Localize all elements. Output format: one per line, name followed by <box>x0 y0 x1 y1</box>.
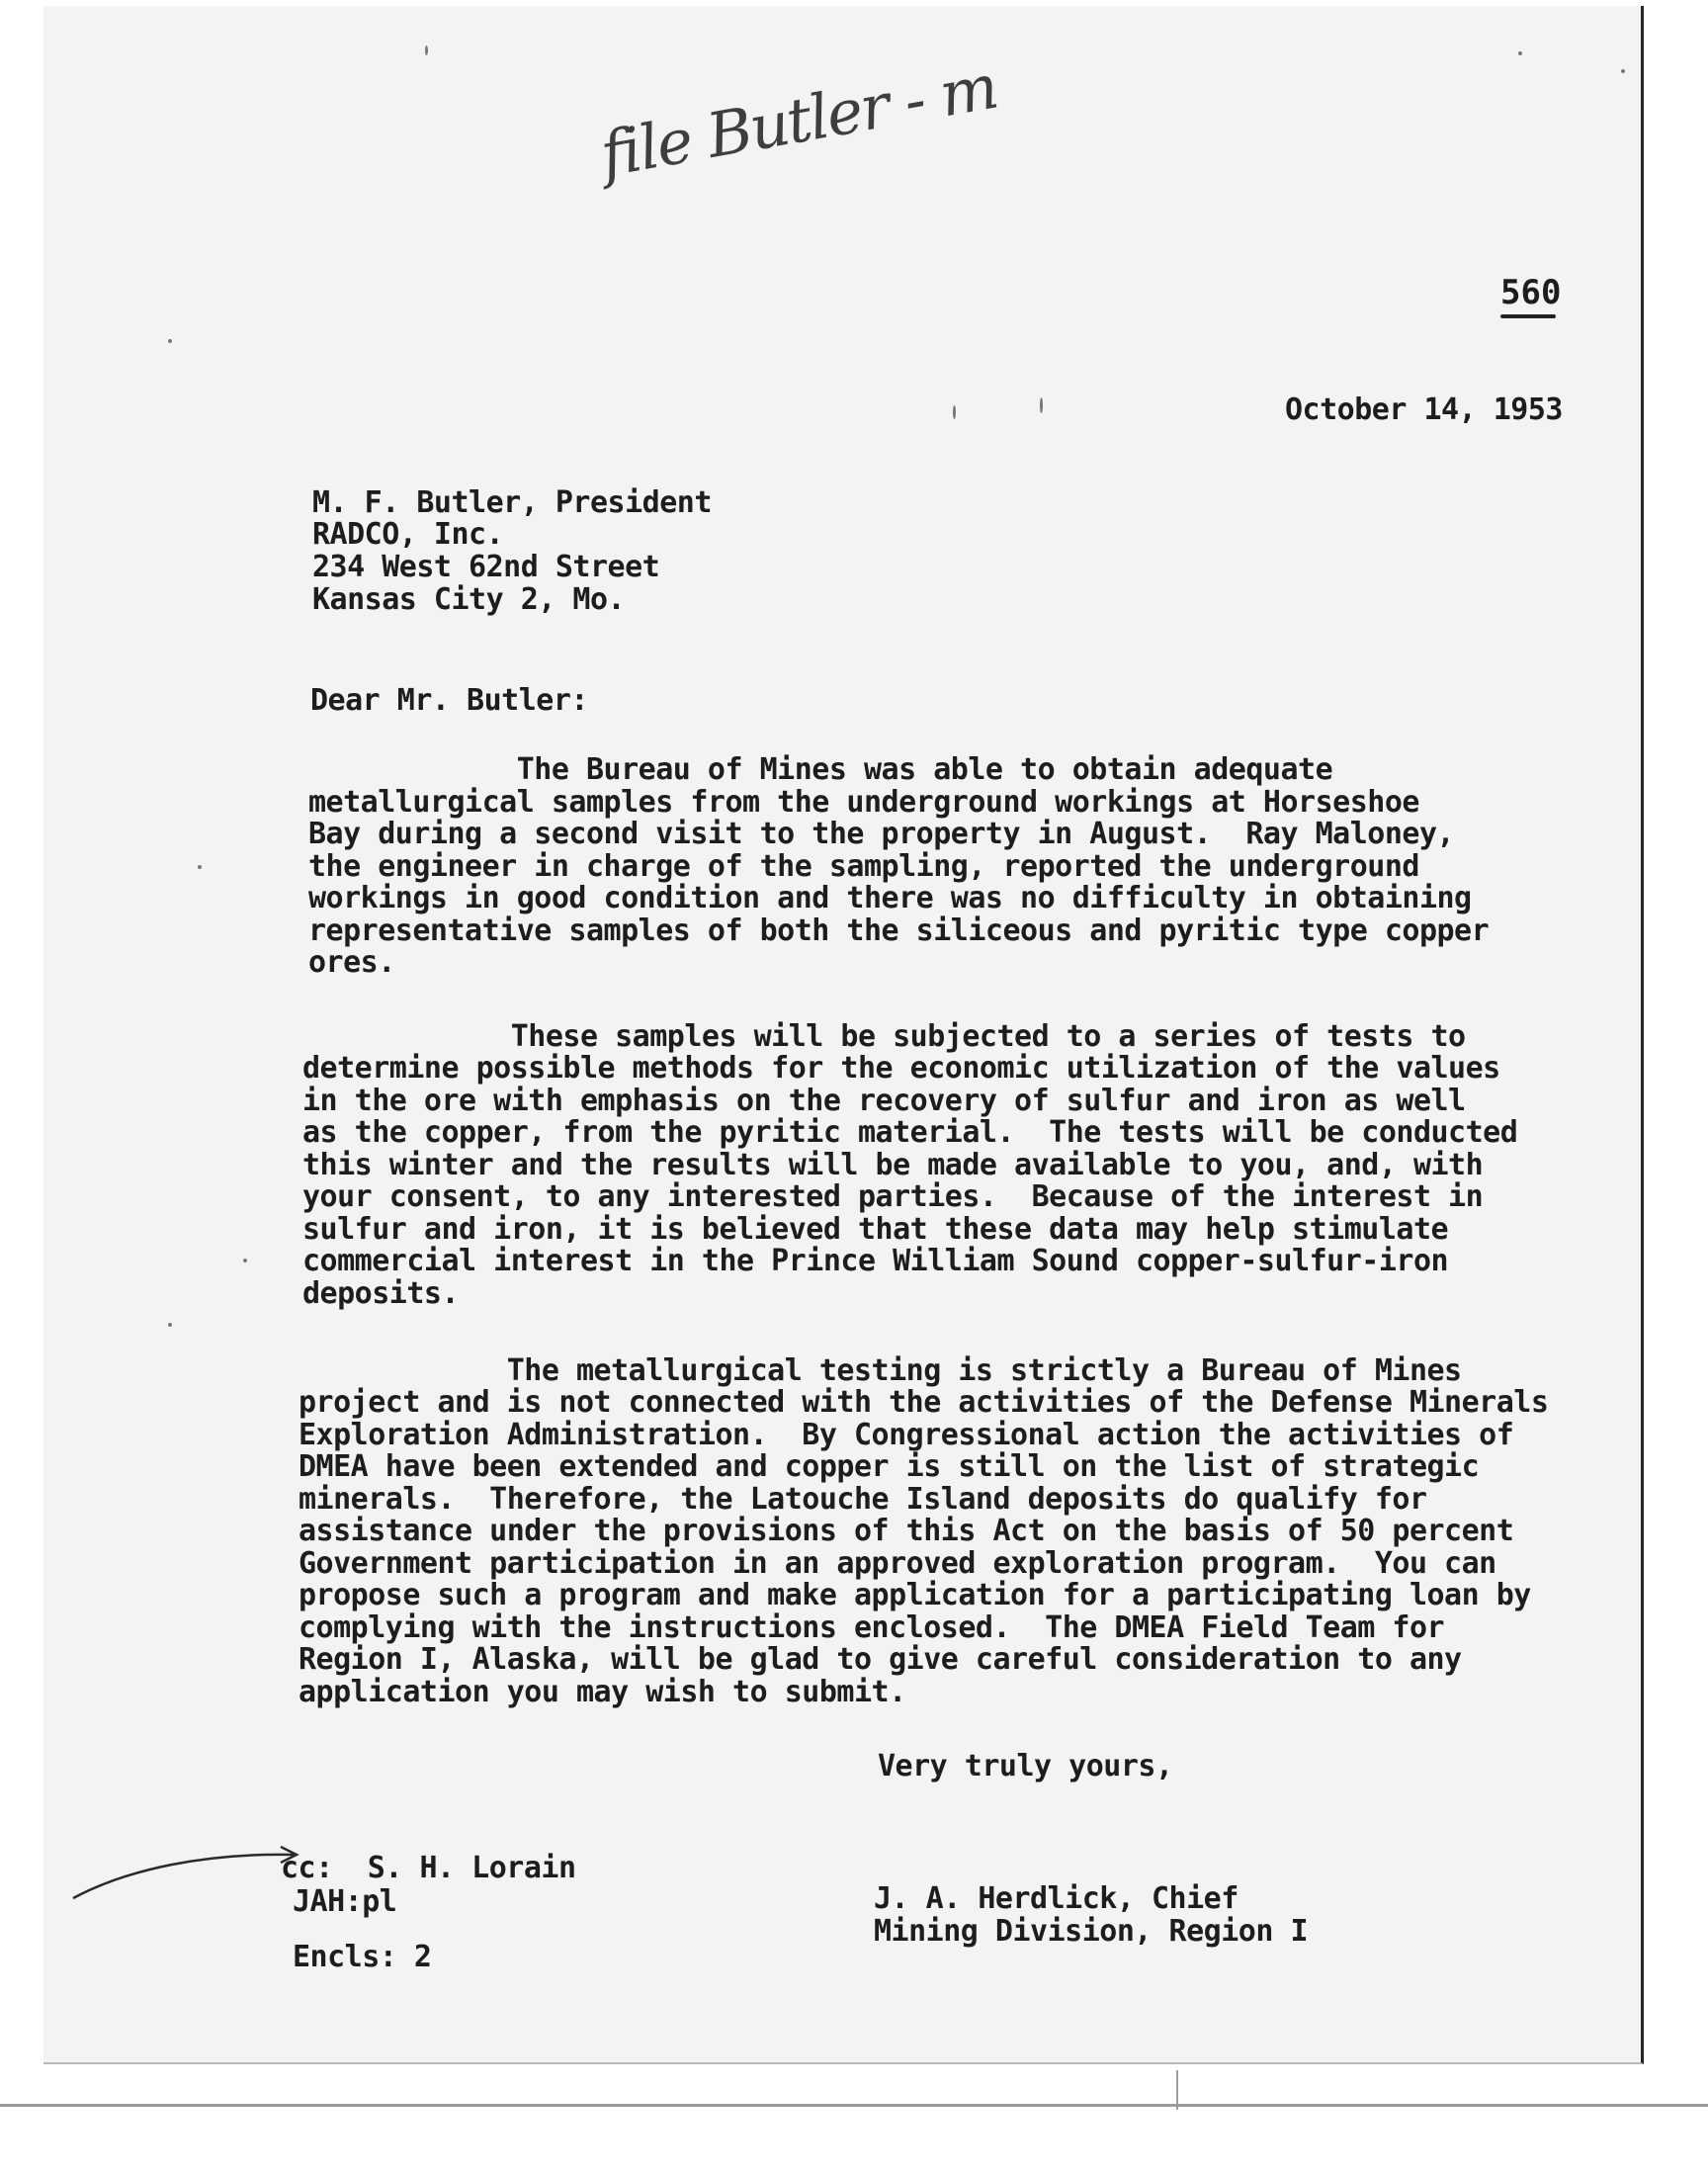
paragraph-line: your consent, to any interested parties. Because of the interest in <box>302 1179 1484 1214</box>
paragraph-line: application you may wish to submit. <box>299 1675 906 1709</box>
letter-date: October 14, 1953 <box>1285 392 1563 427</box>
paragraph-line: These samples will be subjected to a series of tests to <box>302 1019 1466 1054</box>
paragraph-line: workings in good condition and there was no difficulty in obtaining <box>308 881 1472 915</box>
paragraph-line: assistance under the provisions of this Act on the basis of 50 percent <box>299 1514 1514 1548</box>
enclosures: Encls: 2 <box>293 1940 432 1974</box>
paragraph-line: minerals. Therefore, the Latouche Island deposits do qualify for <box>299 1482 1427 1517</box>
paragraph-line: Exploration Administration. By Congressional action the activities of <box>299 1418 1514 1452</box>
paragraph-line: Region I, Alaska, will be glad to give careful consideration to any <box>299 1642 1462 1677</box>
paragraph-line: project and is not connected with the activities of the Defense Minerals <box>299 1385 1549 1420</box>
scan-speck <box>168 1323 172 1327</box>
scan-speck <box>168 339 172 343</box>
paragraph-line: determine possible methods for the economic utilization of the values <box>302 1051 1500 1086</box>
paragraph-line: DMEA have been extended and copper is still on the list of strategic <box>299 1449 1480 1484</box>
paragraph-line: Government participation in an approved exploration program. You can <box>299 1546 1496 1581</box>
scan-speck <box>1040 397 1043 413</box>
paragraph-line: deposits. <box>302 1276 460 1311</box>
paragraph-line: ores. <box>308 945 395 980</box>
signature-name: J. A. Herdlick, Chief <box>874 1881 1238 1916</box>
salutation: Dear Mr. Butler: <box>310 683 588 718</box>
paragraph-line: sulfur and iron, it is believed that these data may help stimulate <box>302 1212 1449 1247</box>
cc-line: cc: S. H. Lorain <box>281 1851 576 1885</box>
scan-speck <box>425 45 428 55</box>
paragraph-line: the engineer in charge of the sampling, reported the underground <box>308 849 1419 884</box>
page-number-underline <box>1500 314 1556 318</box>
scan-speck <box>1518 51 1522 55</box>
address-line: M. F. Butler, President <box>312 485 712 520</box>
page-edge-mark <box>1176 2070 1178 2110</box>
paragraph-line: representative samples of both the siliceous and pyritic type copper <box>308 914 1490 948</box>
address-line: Kansas City 2, Mo. <box>312 582 626 617</box>
address-line: RADCO, Inc. <box>312 517 504 552</box>
paragraph-line: The Bureau of Mines was able to obtain adequate <box>308 752 1333 787</box>
address-line: 234 West 62nd Street <box>312 550 660 584</box>
scan-speck <box>243 1259 247 1262</box>
paragraph-line: Bay during a second visit to the property in August. Ray Maloney, <box>308 817 1455 851</box>
scan-speck <box>198 865 202 869</box>
page-edge <box>0 2104 1708 2107</box>
paragraph-line: propose such a program and make application for a participating loan by <box>299 1578 1531 1612</box>
scan-speck <box>1621 69 1625 73</box>
scan-speck <box>953 405 956 419</box>
paragraph-line: as the copper, from the pyritic material. The tests will be conducted <box>302 1115 1518 1150</box>
handwritten-annotation: file Butler - m <box>595 49 1002 191</box>
handwritten-arrow-icon <box>69 1839 306 1908</box>
paragraph-line: The metallurgical testing is strictly a Bureau of Mines <box>299 1353 1462 1388</box>
paragraph-line: in the ore with emphasis on the recovery of sulfur and iron as well <box>302 1084 1466 1118</box>
reference-initials: JAH:pl <box>293 1884 397 1919</box>
paragraph-line: metallurgical samples from the underground workings at Horseshoe <box>308 785 1419 820</box>
page-number: 560 <box>1500 273 1562 312</box>
signature-title: Mining Division, Region I <box>874 1914 1309 1949</box>
paragraph-line: complying with the instructions enclosed. The DMEA Field Team for <box>299 1610 1445 1645</box>
paragraph-line: commercial interest in the Prince William Sound copper-sulfur-iron <box>302 1244 1449 1278</box>
complimentary-closing: Very truly yours, <box>878 1749 1173 1784</box>
paragraph-line: this winter and the results will be made available to you, and, with <box>302 1148 1484 1182</box>
